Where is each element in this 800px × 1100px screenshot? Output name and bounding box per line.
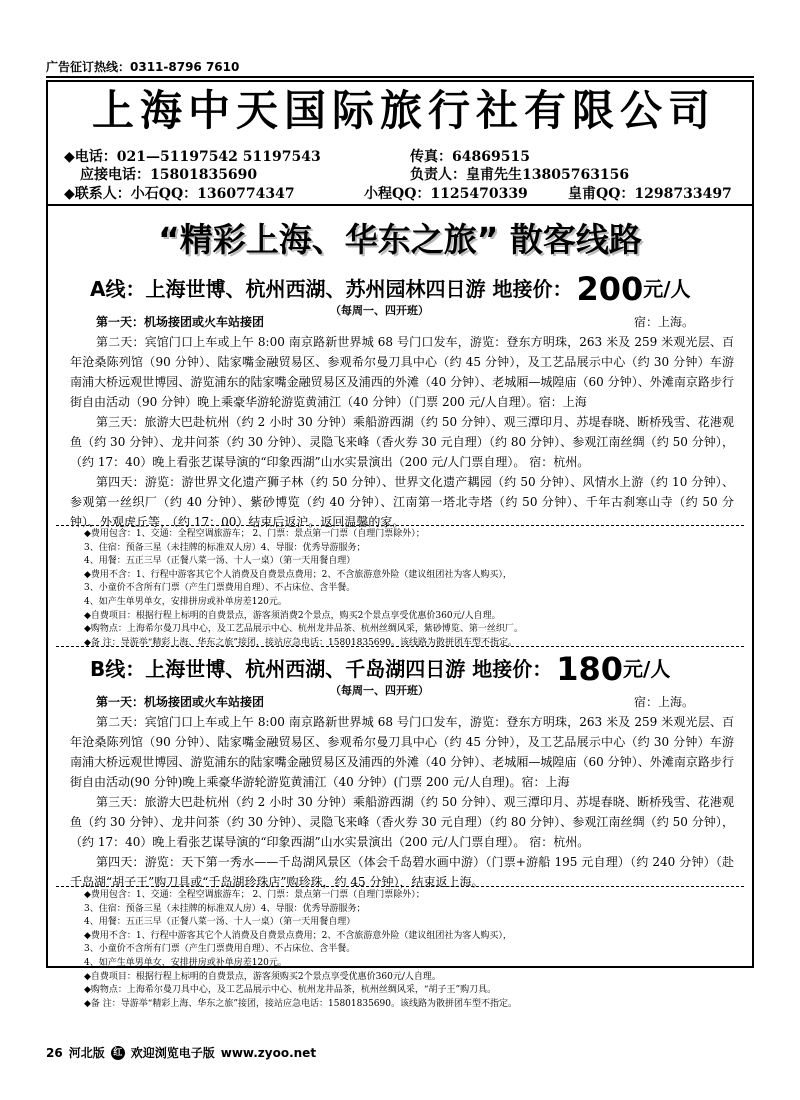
- banner-title: “精彩上海、华东之旅” 散客线路: [158, 220, 642, 259]
- route-a-unit: 元/人: [643, 277, 691, 301]
- route-b-title-text: B线：上海世博、杭州西湖、千岛湖四日游 地接价：: [90, 657, 553, 681]
- route-a-fee-line: ◆备 注：导游举“精彩上海、华东之旅”接团，接站应急电话：15801835690。该线路为散拼团车型不指定。: [84, 637, 517, 648]
- manager-line: 负责人：皇甫先生13805763156: [410, 167, 630, 183]
- route-b-fee-line: 3、小童价不含所有门票（产生门票费用自理）、不占床位、含半餐。: [84, 944, 356, 955]
- route-b-day1-stay: 宿：上海。: [633, 695, 694, 709]
- edition-label: 河北版: [68, 1046, 105, 1060]
- route-a-fee-line: 3、住宿：预备三星（未挂牌的标准双人房）4、导服：优秀导游服务；: [84, 542, 366, 553]
- ad-hotline: 广告征订热线：0311-8796 7610: [46, 60, 240, 74]
- paper-logo-icon: 红: [111, 1046, 125, 1060]
- phone-line: ◆电话：021—51197542 51197543: [64, 149, 321, 165]
- route-b-fee-line: ◆费用包含：1、交通：全程空调旅游车； 2、门票：景点第一门票（自理门票除外）；: [84, 890, 425, 900]
- route-b-fee-line: ◆自费项目：根据行程上标明的自费景点，游客须购买2个景点享受优惠价360元/人自理。: [84, 971, 441, 982]
- route-b-schedule: （每周一、四开班）: [330, 684, 429, 697]
- route-a-fee-line: 4、用餐：五正三早（正餐八菜一汤、十人一桌）（第一天用餐自理）: [84, 556, 356, 567]
- header-separator: [46, 204, 754, 206]
- route-a-fee-line: ◆费用包含：1、交通：全程空调旅游车； 2、门票：景点第一门票（自理门票除外）；: [84, 529, 425, 539]
- route-b-itinerary: [70, 692, 734, 892]
- route-b-day2: 第二天：宾馆门口上车或上午 8:00 南京路新世界城 68 号门口发车，游览：登东方明珠，263 米及 259 米观光层、百年沧桑陈列馆（90 分钟）、陆家嘴金融贸易区、参观希尔曼刀具中心（约 45 分钟），及工艺品展示中心（约 30 分钟）车游南浦大桥远观世博园、游览浦东的陆家嘴金融贸易区及浦西的外滩（40 分钟）、老城厢—城隍庙（60 分钟）、外滩南京路步行街自由活动(90 分钟)晚上乘豪华游轮游览黄浦江（40 分钟）(门票 200 元/人自理)。宿：上海: [70, 715, 734, 789]
- route-b-fee-line: ◆备 注：导游举“精彩上海、华东之旅”接团，接站应急电话：15801835690。该线路为散拼团车型不指定。: [84, 998, 517, 1009]
- fax-line: 传真：64869515: [410, 149, 530, 165]
- route-b-day1: 第一天：机场接团或火车站接团: [96, 695, 265, 709]
- route-b-fee-line: 3、住宿：预备三星（未挂牌的标准双人房）4、导服：优秀导游服务；: [84, 903, 366, 914]
- route-b-divider: [56, 886, 744, 887]
- route-a-day2: 第二天：宾馆门口上车或上午 8:00 南京路新世界城 68 号门口发车，游览：登东方明珠，263 米及 259 米观光层、百年沧桑陈列馆（90 分钟）、陆家嘴金融贸易区、参观希尔曼刀具中心（约 45 分钟），及工艺品展示中心（约 30 分钟）车游南浦大桥远观世博园、游览浦东的陆家嘴金融贸易区及浦西的外滩（40 分钟）、老城厢—城隍庙（60 分钟）、外滩南京路步行街自由活动（90 分钟）晚上乘豪华游轮游览黄浦江（40 分钟）（门票 200 元/人自理）。宿：上海: [70, 335, 734, 409]
- route-b-fee-line: 4、用餐：五正三早（正餐八菜一汤、十人一桌）（第一天用餐自理）: [84, 917, 356, 928]
- route-b-fee-line: 4、如产生单男单女，安排拼房或补单房差120元。: [84, 957, 287, 968]
- footer-text: 欢迎浏览电子版: [130, 1046, 215, 1060]
- route-a-schedule: （每周一、四开班）: [330, 304, 429, 317]
- route-b-fee-line: ◆购物点：上海希尔曼刀具中心，及工艺品展示中心、杭州龙井品茶，杭州丝绸风采，“胡子王”购刀具。: [84, 985, 497, 996]
- footer-url[interactable]: www.zyoo.net: [220, 1045, 317, 1060]
- contact-qq-2: 小程QQ：1125470339: [364, 186, 528, 202]
- route-b-unit: 元/人: [623, 657, 671, 681]
- reception-phone: 应接电话：15801835690: [80, 167, 258, 183]
- route-a-itinerary: [70, 312, 734, 532]
- route-a-fee-line: ◆自费项目：根据行程上标明的自费景点，游客须消费2个景点，购买2个景点享受优惠价360元/人自理。: [84, 610, 501, 621]
- route-a-day4: 第四天：游览：游世界文化遗产狮子林（约 50 分钟）、世界文化遗产耦园（约 50 分钟）、风情水上游（约 10 分钟）、参观第一丝织厂（约 40 分钟）、紫砂博览（约 40 分钟）、江南第一塔北寺塔（约 50 分钟）、千年古刹寒山寺（约 50 分钟）、外观虎丘等，（约 17：00）结束后返沪。返回温馨的家。: [70, 475, 734, 529]
- company-name: 上海中天国际旅行社有限公司: [91, 86, 716, 135]
- route-a-price: 200: [576, 270, 644, 308]
- route-a-fee-line: 4、如产生单男单女，安排拼房或补单房差120元。: [84, 596, 287, 607]
- top-rule: [46, 76, 754, 78]
- route-b-day4: 第四天：游览：天下第一秀水——千岛湖风景区（体会千岛碧水画中游）（门票+游船 195 元自理）（约 240 分钟）（赴千岛湖“胡子王”购刀具或“千岛湖珍珠店”购珍珠，约 45 分钟），结束返上海。: [70, 855, 734, 889]
- route-a-day3: 第三天：旅游大巴赴杭州（约 2 小时 30 分钟）乘船游西湖（约 50 分钟）、观三潭印月、苏堤春晓、断桥残雪、花港观鱼（约 30 分钟）、龙井问茶（约 30 分钟）、灵隐飞来峰（香火券 30 元自理）（约 80 分钟）、参观江南丝绸（约 50 分钟），（约 17：40）晚上看张艺谋导演的“印象西湖”山水实景演出（200 元/人门票自理）。 宿：杭州。: [70, 415, 734, 469]
- page-footer: [46, 1044, 316, 1061]
- route-a-fee-line: ◆费用不含：1、行程中游客其它个人消费及自费景点费用；2、不含旅游意外险（建议组团社为客人购买），: [84, 569, 512, 580]
- route-b-fees: [84, 889, 734, 1011]
- route-b-price: 180: [556, 650, 624, 688]
- route-a-fees: [84, 528, 734, 650]
- route-a-fee-line: ◆购物点：上海希尔曼刀具中心，及工艺品展示中心、杭州龙井品茶、杭州丝绸风采，紫砂博览、第一丝织厂。: [84, 624, 523, 635]
- route-b-day3: 第三天：旅游大巴赴杭州（约 2 小时 30 分钟）乘船游西湖（约 50 分钟）、观三潭印月、苏堤春晓、断桥残雪、花港观鱼（约 30 分钟）、龙井问茶（约 30 分钟）、灵隐飞来峰（香火券 30 元自理）（约 80 分钟）、参观江南丝绸（约 50 分钟），（约 17：40）晚上看张艺谋导演的“印象西湖”山水实景演出（200 元/人门票自理）。 宿：杭州。: [70, 795, 734, 849]
- route-a-fee-line: 3、小童价不含所有门票（产生门票费用自理）、不占床位、含半餐。: [84, 583, 356, 594]
- route-a-title-text: A线：上海世博、杭州西湖、苏州园林四日游 地接价：: [90, 277, 573, 301]
- page-number: 26: [46, 1045, 63, 1060]
- contact-qq-3: 皇甫QQ：1298733497: [568, 186, 732, 202]
- route-a-bottom-divider: [56, 646, 744, 647]
- route-a-day1: 第一天：机场接团或火车站接团: [96, 315, 265, 329]
- route-a-divider: [56, 525, 744, 526]
- route-b-fee-line: ◆费用不含：1、行程中游客其它个人消费及自费景点费用；2、不含旅游意外险（建议组团社为客人购买），: [84, 930, 512, 941]
- route-a-day1-stay: 宿：上海。: [633, 315, 694, 329]
- contact-qq-1: ◆联系人：小石QQ：1360774347: [64, 186, 295, 202]
